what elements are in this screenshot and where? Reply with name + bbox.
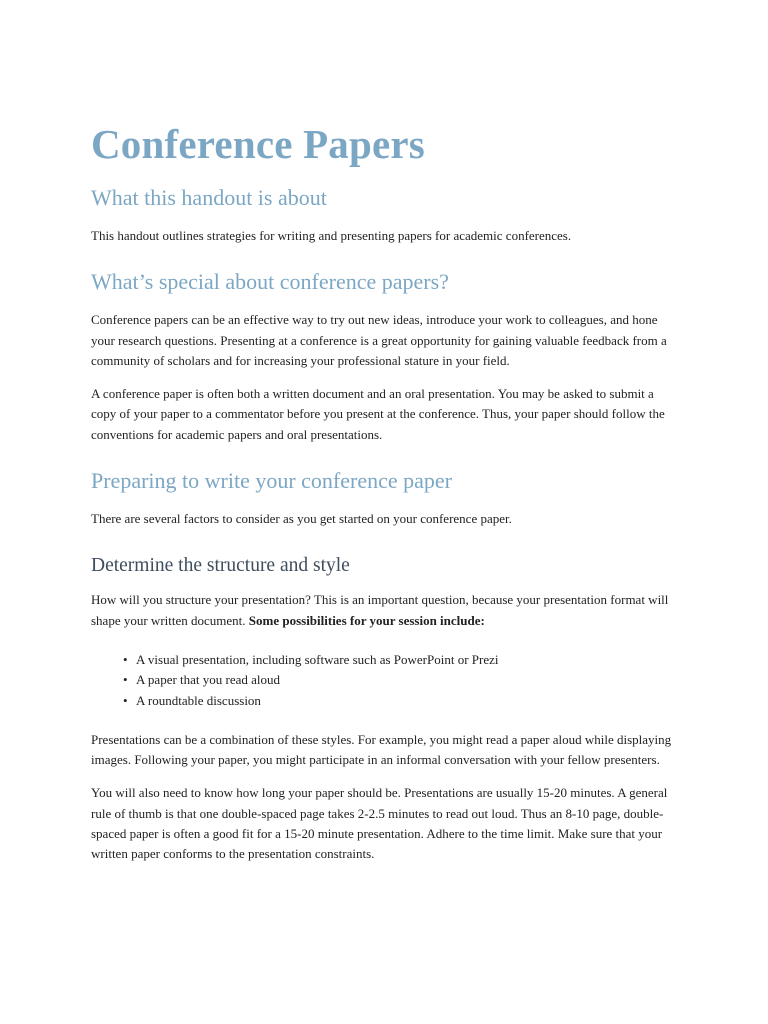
page-title: Conference Papers bbox=[91, 121, 425, 167]
section-heading-preparing: Preparing to write your conference paper bbox=[91, 468, 453, 494]
structure-paragraph-1 bbox=[91, 590, 681, 631]
structure-paragraph-3: You will also need to know how long your paper should be. Presentations are usually 15-20 minutes. A general rule of thumb is that one double-spaced page takes 2-2.5 minutes to read out loud. Thus an 8-10 page, double-spaced paper is often a good fit for a 15-20 minute presentation. Adhere to the time limit. Make sure that your written paper conforms to the presentation constraints. bbox=[91, 785, 668, 862]
special-paragraph-2: A conference paper is often both a written document and an oral presentation. You may be asked to submit a copy of your paper to a commentator before you present at the conference. Thus, your paper should follow the conventions for academic papers and oral presentations. bbox=[91, 386, 665, 442]
structure-paragraph-1-bold: Some possibilities for your session include: bbox=[248, 612, 485, 628]
structure-paragraph-2: Presentations can be a combination of these styles. For example, you might read a paper aloud while displaying images. Following your paper, you might participate in an informal conversation with your fellow presenters. bbox=[91, 731, 672, 768]
special-paragraph-1: Conference papers can be an effective way to try out new ideas, introduce your work to colleagues, and hone your research questions. Presenting at a conference is a great opportunity for gaining valuable feedback from a community of scholars and for increasing your professional stature in your field. bbox=[91, 312, 667, 368]
session-possibilities-list bbox=[91, 650, 681, 711]
about-paragraph: This handout outlines strategies for writing and presenting papers for academic conferences. bbox=[91, 228, 572, 243]
subsection-heading-structure: Determine the structure and style bbox=[91, 555, 350, 577]
section-heading-special: What’s special about conference papers? bbox=[91, 269, 449, 295]
list-item: • A visual presentation, including software such as PowerPoint or Prezi bbox=[136, 650, 681, 670]
preparing-paragraph: There are several factors to consider as you get started on your conference paper. bbox=[91, 511, 512, 527]
list-item: • A paper that you read aloud bbox=[136, 670, 681, 690]
list-item: • A roundtable discussion bbox=[136, 691, 681, 711]
section-heading-about: What this handout is about bbox=[91, 185, 327, 210]
structure-paragraph-1-text: How will you structure your presentation? This is an important question, because your presentation format will shape your written document. bbox=[91, 592, 669, 628]
document-content bbox=[91, 118, 681, 865]
